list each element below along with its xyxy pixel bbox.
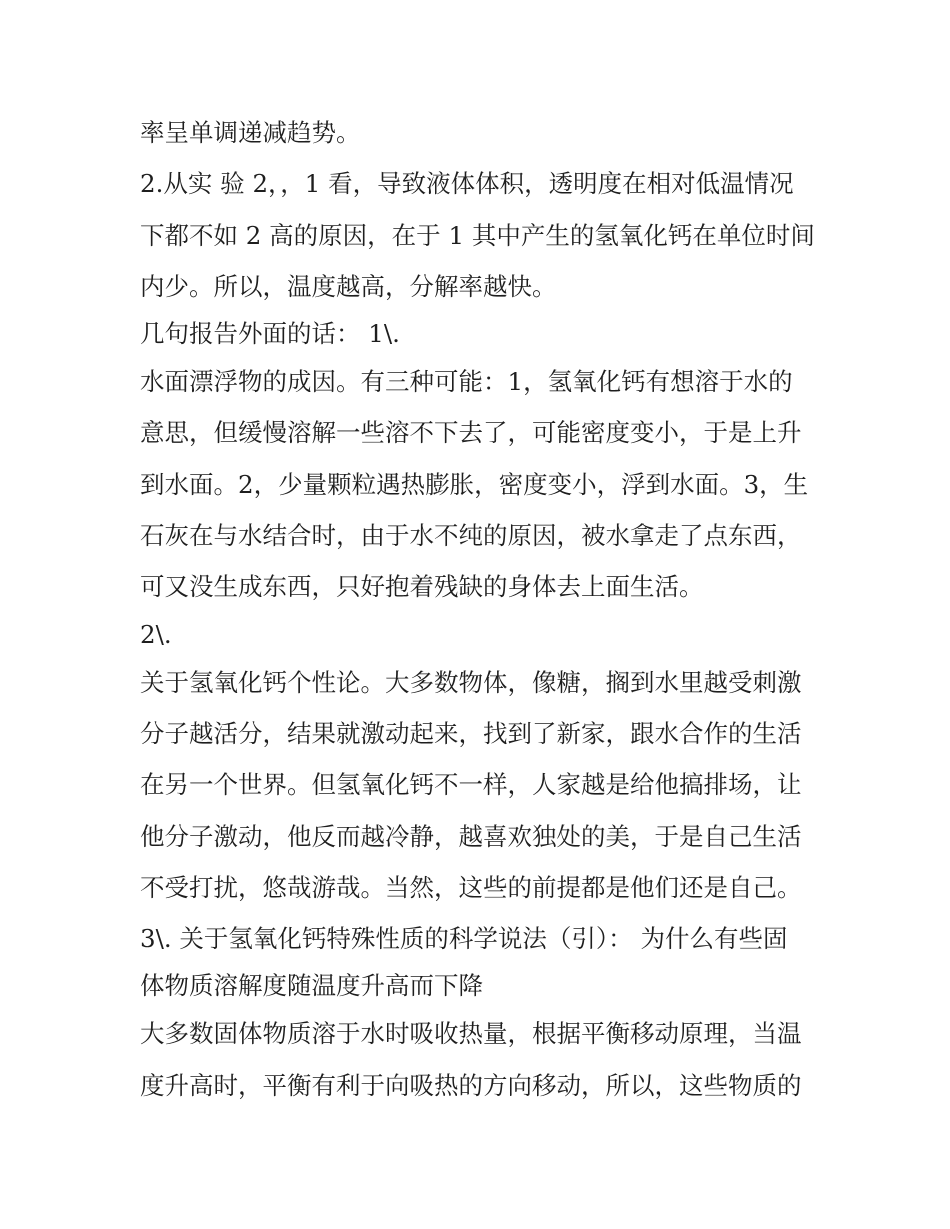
text-line-12: 关于氢氧化钙个性论。大多数物体，像糖，搁到水里越受刺激 — [140, 667, 802, 697]
text-line-17: 3\. 关于氢氧化钙特殊性质的科学说法（引）： 为什么有些固 — [140, 924, 788, 954]
text-line-20: 度升高时，平衡有利于向吸热的方向移动，所以，这些物质的 — [140, 1070, 802, 1100]
text-line-14: 在另一个世界。但氢氧化钙不一样，人家越是给他搞排场，让 — [140, 770, 802, 800]
text-line-19: 大多数固体物质溶于水时吸收热量，根据平衡移动原理，当温 — [140, 1019, 802, 1049]
text-line-9: 石灰在与水结合时，由于水不纯的原因，被水拿走了点东西， — [140, 521, 802, 551]
document-body — [140, 107, 820, 1111]
text-line-8: 到水面。2，少量颗粒遇热膨胀，密度变小，浮到水面。3，生 — [140, 469, 809, 499]
text-line-7: 意思，但缓慢溶解一些溶不下去了，可能密度变小，于是上升 — [140, 418, 802, 448]
text-line-16: 不受打扰，悠哉游哉。当然，这些的前提都是他们还是自己。 — [140, 872, 802, 902]
text-line-10: 可又没生成东西，只好抱着残缺的身体去上面生活。 — [140, 572, 704, 602]
text-line-13: 分子越活分，结果就激动起来，找到了新家，跟水合作的生活 — [140, 718, 802, 748]
text-line-5: 几句报告外面的话： 1\. — [140, 319, 400, 349]
text-line-4: 内少。所以，温度越高，分解率越快。 — [140, 271, 557, 301]
text-line-3: 下都不如 2 高的原因，在于 1 其中产生的氢氧化钙在单位时间 — [140, 220, 815, 250]
text-line-18: 体物质溶解度随温度升高而下降 — [140, 971, 483, 1001]
text-line-6: 水面漂浮物的成因。有三种可能：1，氢氧化钙有想溶于水的 — [140, 367, 793, 397]
text-line-2: 2.从实 验 2，，1 看，导致液体体积，透明度在相对低温情况 — [140, 169, 794, 199]
text-line-1: 率呈单调递减趋势。 — [140, 118, 361, 147]
text-line-11: 2\. — [140, 619, 172, 649]
text-line-15: 他分子激动，他反而越冷静，越喜欢独处的美，于是自己生活 — [140, 821, 802, 851]
